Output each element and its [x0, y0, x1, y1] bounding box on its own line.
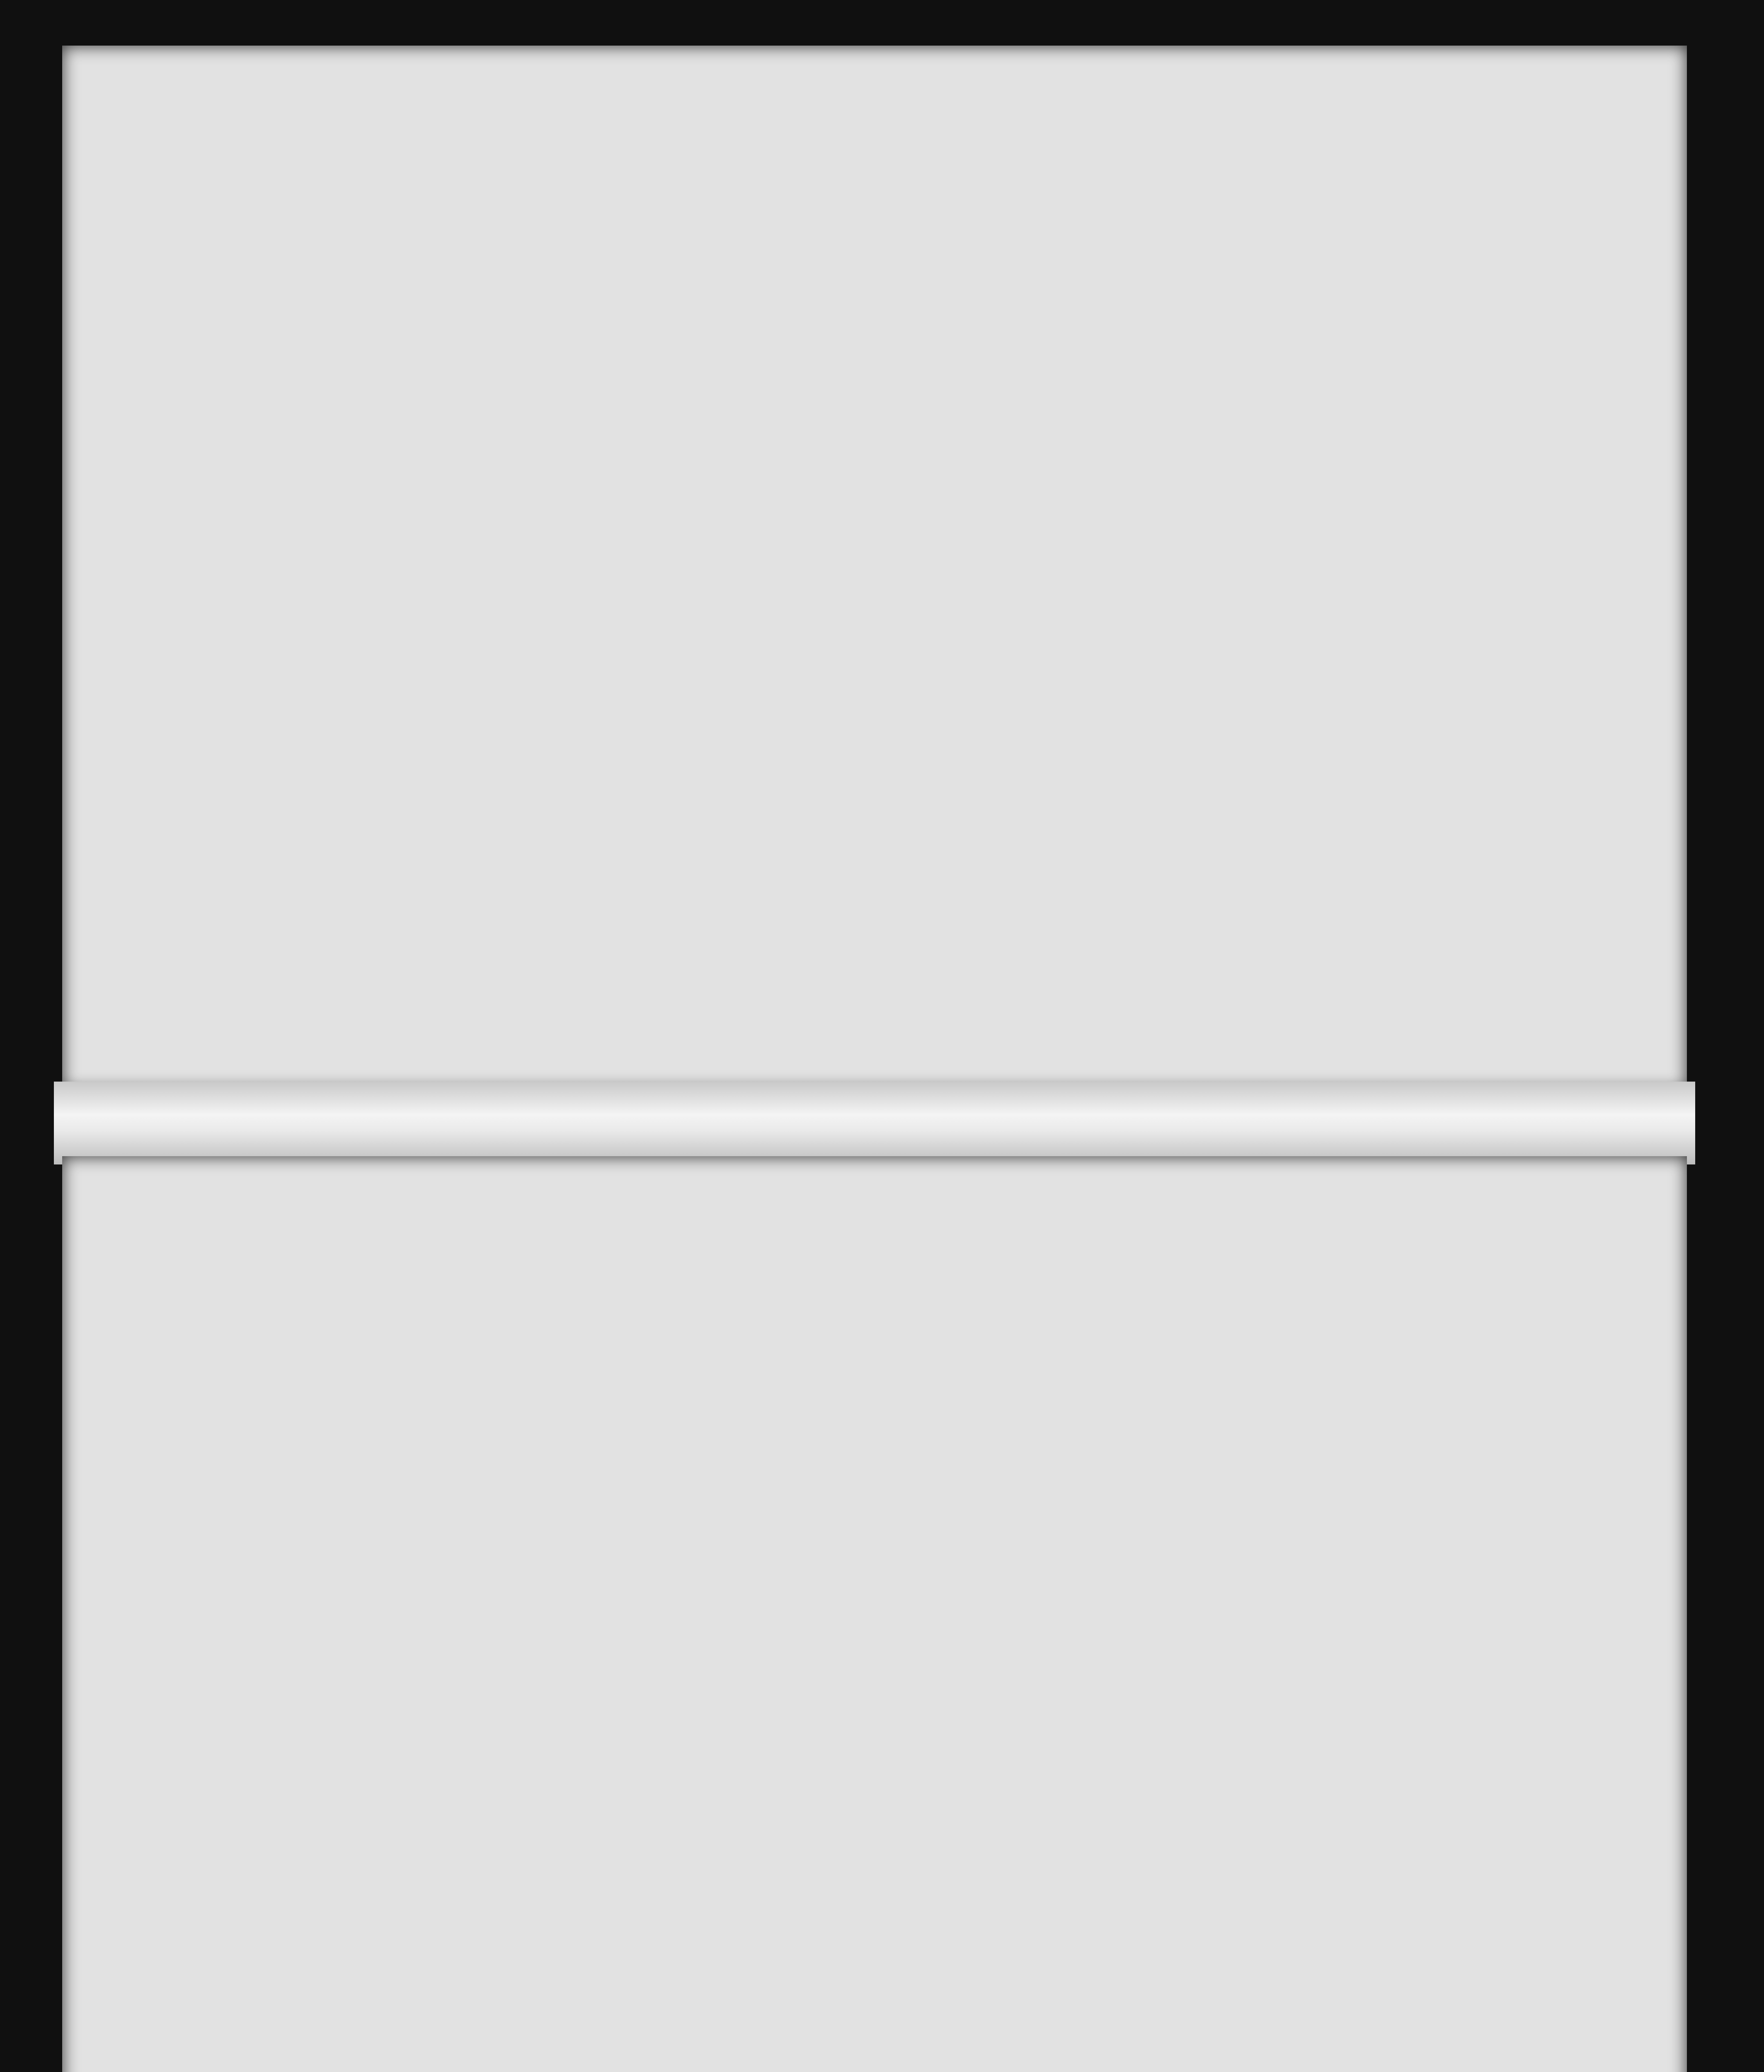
ledger-page-top [62, 46, 1687, 1090]
page-fold [54, 1082, 1695, 1164]
ledger-page-bottom [62, 1156, 1687, 2072]
